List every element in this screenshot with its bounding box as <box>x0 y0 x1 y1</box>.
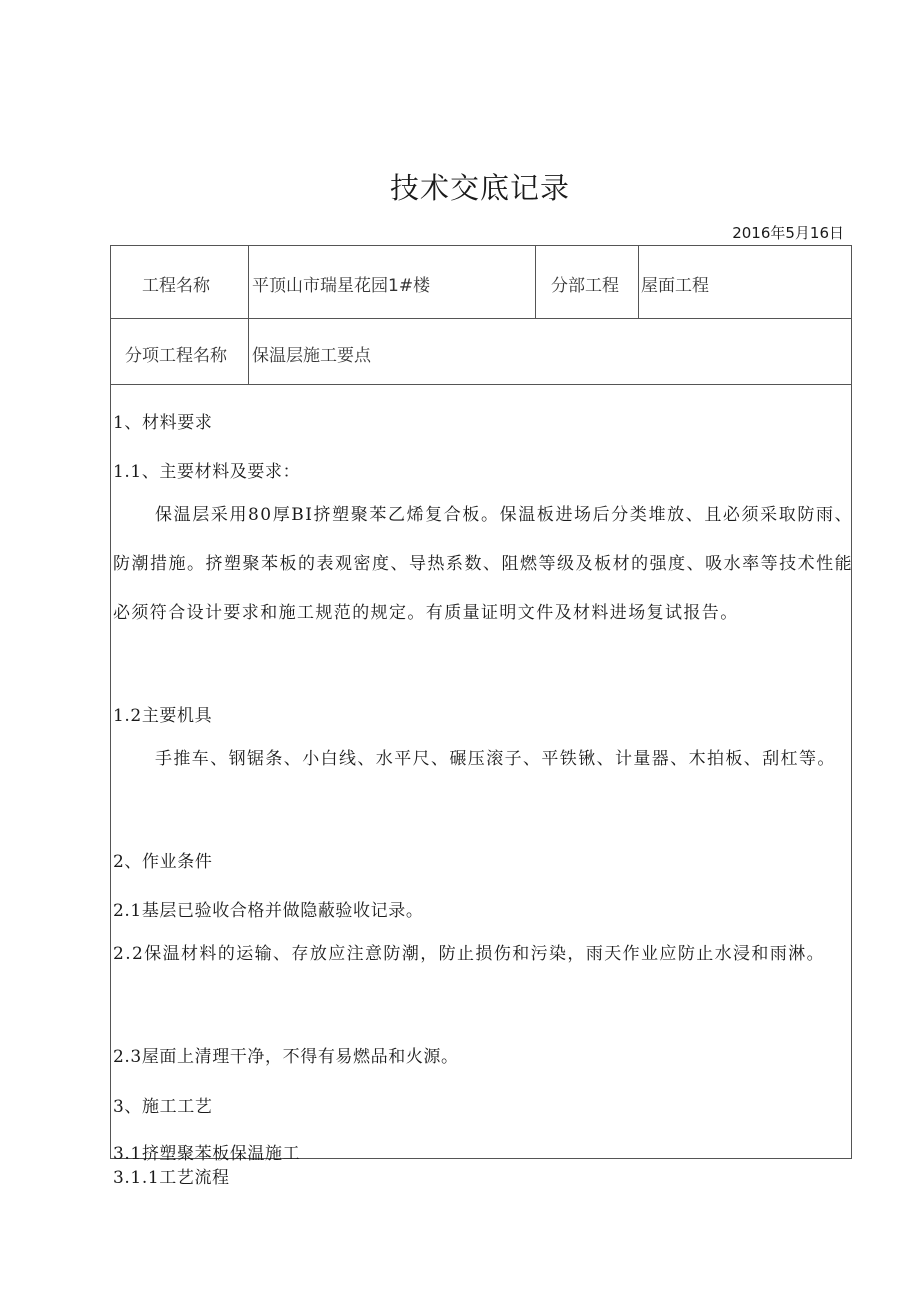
section-1-heading: 1、材料要求 <box>113 413 213 433</box>
subitem-label: 分项工程名称 <box>125 346 227 366</box>
section-1-2-paragraph: 手推车、钢锯条、小白线、水平尺、碾压滚子、平铁锹、计量器、木拍板、刮杠等。 <box>155 749 836 769</box>
section-3-1-heading: 3.1挤塑聚苯板保温施工 <box>113 1144 301 1164</box>
table-column-divider <box>535 245 536 318</box>
section-2-heading: 2、作业条件 <box>113 852 213 872</box>
division-value: 屋面工程 <box>641 276 709 296</box>
section-2-2-text: 2.2保温材料的运输、存放应注意防潮，防止损伤和污染，雨天作业应防止水浸和雨淋。 <box>113 944 826 964</box>
section-1-2-heading: 1.2主要机具 <box>113 706 213 726</box>
section-1-1-paragraph: 保温层采用80厚BI挤塑聚苯乙烯复合板。保温板进场后分类堆放、且必须采取防雨、防潮措施。挤塑聚苯板的表观密度、导热系数、阻燃等级及板材的强度、吸水率等技术性能必须符合设计要求和施工规范的规定。有质量证明文件及材料进场复试报告。 <box>113 505 853 623</box>
subitem-value: 保温层施工要点 <box>252 346 371 366</box>
document-title: 技术交底记录 <box>389 171 570 205</box>
section-3-heading: 3、施工工艺 <box>113 1097 213 1117</box>
division-label: 分部工程 <box>551 276 619 296</box>
table-row-divider <box>110 318 852 319</box>
table-column-divider <box>248 245 249 384</box>
table-row-divider <box>110 384 852 385</box>
section-2-3-text: 2.3屋面上清理干净，不得有易燃品和火源。 <box>113 1047 459 1067</box>
project-name-label: 工程名称 <box>142 276 210 296</box>
project-name-value: 平顶山市瑞星花园1#楼 <box>252 276 431 296</box>
disclosure-table <box>110 245 852 1159</box>
section-3-1-1-heading: 3.1.1工艺流程 <box>113 1168 230 1188</box>
section-2-1-text: 2.1基层已验收合格并做隐蔽验收记录。 <box>113 901 424 921</box>
section-1-1-heading: 1.1、主要材料及要求： <box>113 462 301 482</box>
table-column-divider <box>638 245 639 318</box>
document-date: 2016年5月16日 <box>732 224 844 242</box>
